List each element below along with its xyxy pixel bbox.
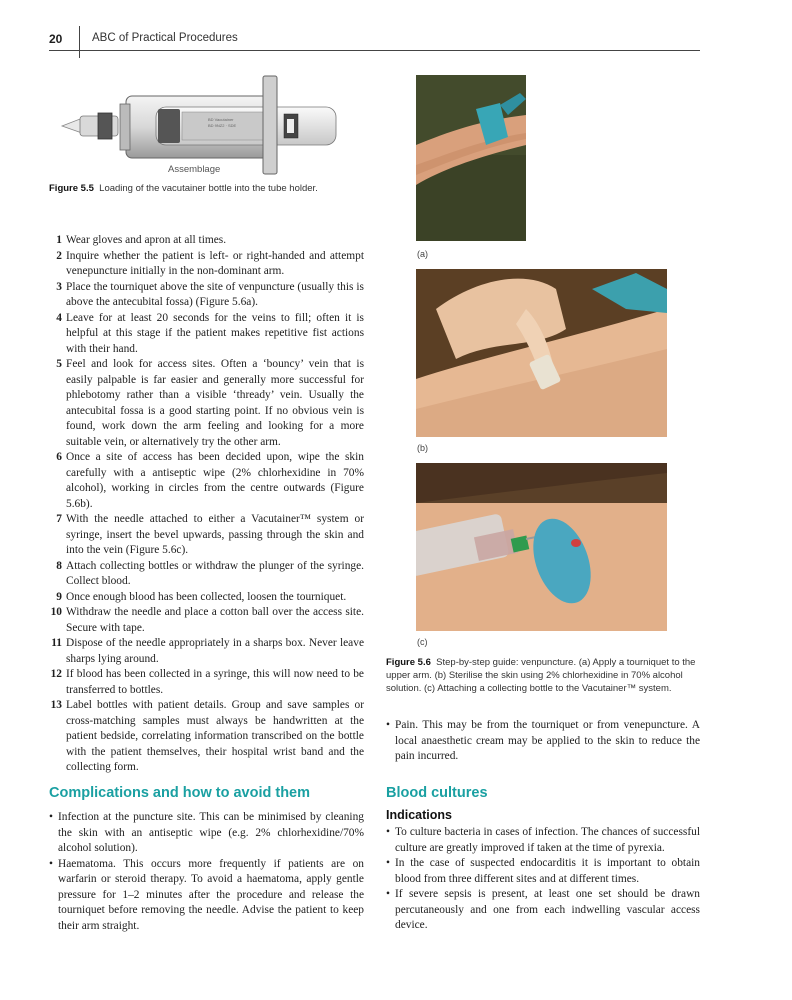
step-text: With the needle attached to either a Vacutainer™ system or syringe, insert the bevel upwards, passing through the skin and into the vein (Figure 5.6c). [66, 513, 364, 556]
step-text: Leave for at least 20 seconds for the veins to fill; often it is helpful at this stage if the patient makes repetitive fist actions with their hand. [66, 311, 364, 355]
step-number: 2 [56, 249, 62, 262]
figure-5-5-caption [49, 183, 318, 194]
figure-5-6-caption [386, 656, 702, 695]
step-number: 5 [56, 358, 62, 370]
step-text: Feel and look for access sites. Often a ‘bouncy’ vein that is easily palpable is far easier and generally more successful for phlebotomy rather than a visible ‘thready’ vein. Usually the antecubital fossa is a good starting point. If no obvious vein is found, work down the arm feeling and looking for a more suitable vein, or alternatively try the other arm. [66, 358, 364, 448]
step-item [49, 249, 364, 280]
header-rule [49, 50, 700, 51]
step-number: 3 [56, 280, 62, 293]
step-number: 6 [56, 451, 62, 463]
step-text: Once a site of access has been decided upon, wipe the skin carefully with a antiseptic wipe (2% chlorhexidine in 70% alcohol), working in circles from the centre outwards (Figure 5.6b). [66, 451, 364, 510]
photo-skin-cleaning [416, 269, 667, 437]
list-item: • In the case of suspected endocarditis it is important to obtain blood from three different sites and at different times. [386, 856, 700, 887]
step-item [49, 698, 364, 776]
step-item [49, 605, 364, 636]
step-text: Place the tourniquet above the site of venpuncture (usually this is above the antecubital fossa) (Figure 5.6a). [66, 280, 364, 308]
step-item [49, 559, 364, 590]
step-item [49, 512, 364, 559]
step-text: Dispose of the needle appropriately in a sharps box. Never leave sharps lying around. [66, 637, 364, 665]
step-item [49, 667, 364, 698]
indications-list [386, 825, 700, 934]
figure-number: Figure 5.6 [386, 657, 431, 668]
step-number: 8 [56, 559, 62, 572]
step-number: 13 [50, 699, 62, 711]
step-item [49, 636, 364, 667]
panel-label-a: (a) [417, 249, 428, 259]
step-text: Label bottles with patient details. Group and save samples or cross-matching samples must always be handwritten at the patient bedside, correlating information transcribed on the bottle with the patient themselves, their hospital wrist band and the collecting form. [66, 699, 364, 773]
subheading-indications: Indications [386, 808, 452, 822]
step-number: 12 [50, 668, 62, 680]
step-text: Wear gloves and apron at all times. [66, 234, 227, 246]
list-item: • Infection at the puncture site. This can be minimised by cleaning the skin with an antiseptic wipe (e.g. 2% chlorhexidine/70% alcohol solution). [49, 810, 364, 857]
step-number: 9 [56, 590, 62, 603]
step-text: If blood has been collected in a syringe, this will now need to be transferred to bottles. [66, 668, 364, 696]
panel-label-c: (c) [417, 637, 428, 647]
step-item [49, 590, 364, 606]
procedure-steps [49, 233, 364, 776]
step-item [49, 450, 364, 512]
step-item [49, 233, 364, 249]
step-text: Withdraw the needle and place a cotton ball over the access site. Secure with tape. [66, 606, 364, 634]
diagram-label: Assemblage [168, 164, 221, 175]
running-title: ABC of Practical Procedures [92, 32, 238, 44]
caption-text: Step-by-step guide: venpuncture. (a) Apply a tourniquet to the upper arm. (b) Sterilise the skin using 2% chlorhexidine in 70% alcohol solution. (c) Attaching a collecting bottle to the Vacutainer™ system. [386, 657, 696, 694]
step-text: Attach collecting bottles or withdraw the plunger of the syringe. Collect blood. [66, 559, 364, 587]
list-item: • Haematoma. This occurs more frequently if patients are on warfarin or steroid therapy. To avoid a haematoma, apply gentle pressure for 1–2 minutes after the procedure and release the tourniquet before removing the needle. Advise the patient to keep their arm straight. [49, 857, 364, 935]
section-heading-blood-cultures: Blood cultures [386, 785, 488, 801]
panel-label-b: (b) [417, 443, 428, 453]
step-number: 7 [56, 513, 62, 525]
step-number: 4 [56, 311, 62, 324]
list-item: • Pain. This may be from the tourniquet or from venepuncture. A local anaesthetic cream may be applied to the skin to reduce the pain incurred. [386, 718, 700, 765]
svg-text:BD Vacutainer: BD Vacutainer [208, 117, 234, 122]
step-number: 10 [50, 606, 62, 618]
caption-text: Loading of the vacutainer bottle into the tube holder. [99, 183, 318, 194]
section-heading-complications: Complications and how to avoid them [49, 785, 311, 801]
page-number: 20 [49, 32, 63, 46]
step-text: Inquire whether the patient is left- or right-handed and attempt venepuncture initially in the non-dominant arm. [66, 249, 364, 277]
vacutainer-diagram [58, 74, 358, 176]
header-divider [79, 26, 80, 58]
step-text: Once enough blood has been collected, loosen the tourniquet. [66, 590, 347, 603]
step-item [49, 280, 364, 311]
list-item: • If severe sepsis is present, at least one set should be drawn percutaneously and one from each indwelling vascular access device. [386, 887, 700, 934]
photo-tourniquet [416, 75, 526, 241]
step-number: 11 [51, 637, 62, 649]
pain-bullet-list [386, 718, 700, 765]
complications-list [49, 810, 364, 934]
step-item [49, 357, 364, 450]
step-number: 1 [56, 234, 62, 246]
list-item: • To culture bacteria in cases of infection. The chances of successful culture are greatly improved if taken at the time of pyrexia. [386, 825, 700, 856]
figure-number: Figure 5.5 [49, 183, 94, 194]
svg-text:BD 9NZ2 · SDE: BD 9NZ2 · SDE [208, 123, 237, 128]
step-item [49, 311, 364, 358]
photo-vacutainer-insertion [416, 463, 667, 631]
